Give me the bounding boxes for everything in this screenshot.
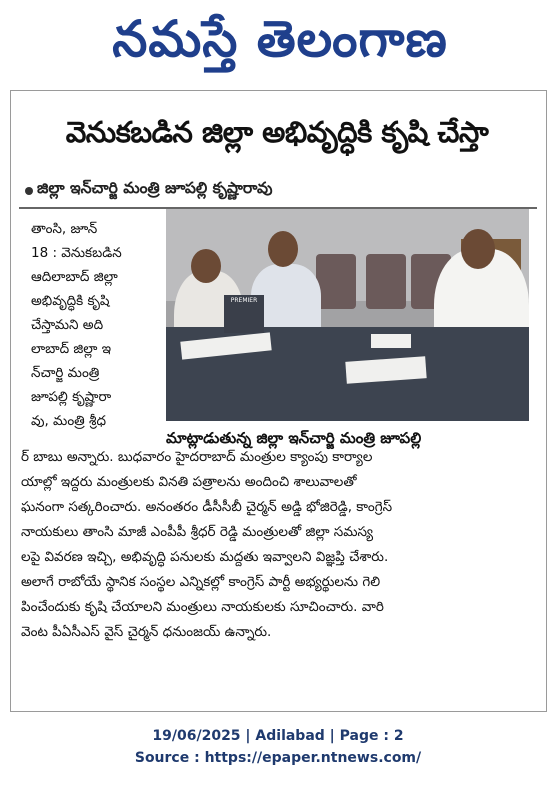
photo-person-head [461,229,495,269]
text-line: యాల్లో ఇద్దరు మంత్రులకు వినతి పత్రాలను అందించి శాలువాలతో [21,474,357,490]
article-headline: వెనుకబడిన జిల్లా అభివృద్ధికి కృషి చేస్తా [65,115,489,149]
text-line: ఘనంగా సత్కరించారు. అనంతరం డీసీసీబీ చైర్మన్ అడ్డి భోజిరెడ్డి, కాంగ్రెస్ [21,499,393,515]
text-line: పించేందుకు కృషి చేయాలని మంత్రులు నాయకులకు సూచించారు. వారి [21,599,384,615]
footer-meta: 19/06/2025 | Adilabad | Page : 2 [152,728,404,744]
text-line: జూపల్లి కృష్ణారా [31,389,112,405]
photo-sign: PREMIER [224,295,264,333]
photo-chair [316,254,356,309]
photo-person-head [191,249,221,283]
photo-caption: మాట్లాడుతున్న జిల్లా ఇన్‌చార్జి మంత్రి జూపల్లి [166,424,529,452]
text-line: ఆదిలాబాద్ జిల్లా [31,269,118,285]
text-line: న్‌చార్జి మంత్రి [31,365,100,381]
text-line: 18 : వెనుకబడిన [31,245,122,261]
photo-chair [366,254,406,309]
newspaper-masthead: నమస్తే తెలంగాణ [112,9,448,68]
news-clipping [10,90,547,712]
text-line: లపై వివరణ ఇచ్చి, అభివృద్ధి పనులకు మద్దతు ఇవ్వాలని విజ్ఞప్తి చేశారు. [21,549,389,565]
text-line: వెంట పీఏసీఎస్ వైస్ చైర్మన్ ధనుంజయ్ ఉన్నారు. [21,624,272,640]
bullet-icon [25,187,33,195]
text-line: అభివృద్ధికి కృషి [31,293,110,309]
photo-person-head [268,231,298,267]
text-line: వు, మంత్రి శ్రీధ [31,413,106,429]
text-line: అలాగే రాబోయే స్థానిక సంస్థల ఎన్నికల్లో కాంగ్రెస్ పార్టీ అభ్యర్థులను గెలి [21,574,381,590]
text-line: తాంసి, జూన్ [31,221,98,237]
article-photo [166,209,529,421]
text-line: లాబాద్ జిల్లా ఇ [31,341,112,357]
photo-papers [371,334,411,348]
text-line: చేస్తామని అది [31,317,104,333]
text-line: ర్ బాబు అన్నారు. బుధవారం హైదరాబాద్ మంత్రుల క్యాంపు కార్యాల [21,449,373,465]
footer-source: Source : https://epaper.ntnews.com/ [134,750,422,766]
article-subheadline: జిల్లా ఇన్‌చార్జి మంత్రి జూపల్లి కృష్ణారావు [37,179,273,197]
text-line: నాయకులు తాంసి మాజీ ఎంపీపీ శ్రీధర్ రెడ్డి మంత్రులతో జిల్లా సమస్య [21,524,374,540]
